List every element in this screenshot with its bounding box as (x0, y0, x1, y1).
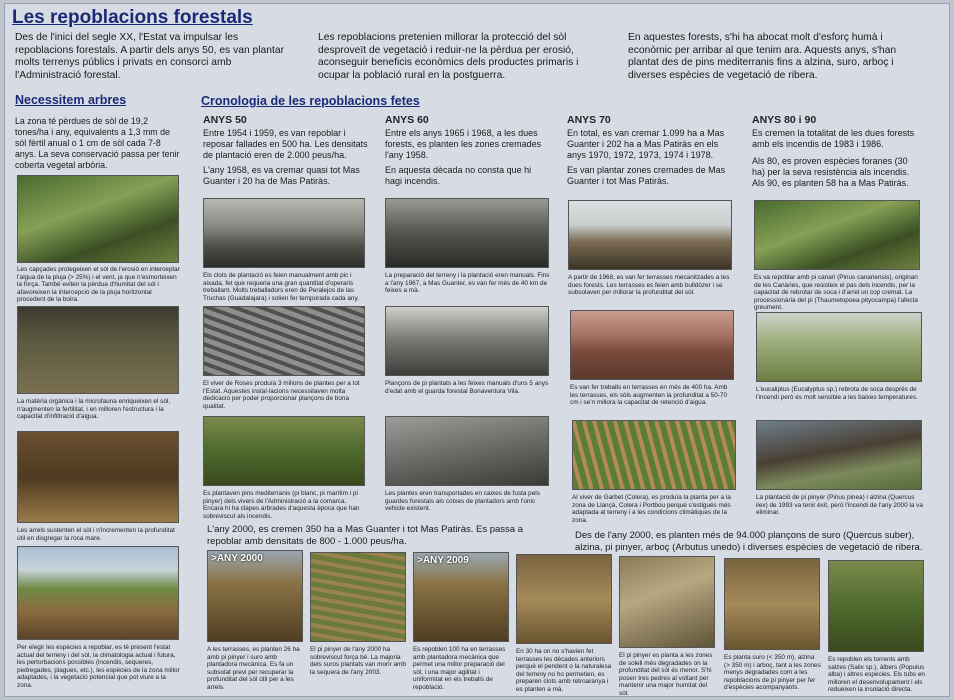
caption-bottom-6: Es planta suro (< 350 m), alzina (> 350 m) i arboç, tant a les zones menys degradades com a les repoblacions de pi pinyer per fer d'espècies acompanyants. (724, 654, 821, 692)
caption-60s-2: Plançons de pi plantats a les feixes manuals d'uns 5 anys d'edat amb el guarda forestal Bonaventura Vila. (385, 380, 549, 395)
photo-nursery-roses (203, 306, 365, 376)
photo-canary-pine (754, 200, 920, 270)
photo-garbet-nursery (572, 420, 736, 490)
bottom-text-2000-fire: L'any 2000, es cremen 350 ha a Mas Guanter i tot Mas Patiràs. Es passa a repoblar amb densitats de 800 - 1.000 peus/ha. (207, 524, 524, 547)
intro-column-3: En aquestes forests, s'hi ha abocat molt d'esforç humà i econòmic per arribar al que tenim ara. Aquests anys, s'han plantat des de pins mediterranis fins a alzina, suro, arboç i diverses espècies de vegetació de ribera. (628, 32, 897, 81)
caption-70s-3: Al viver de Garbet (Colera), es produïa la planta per a la zona de Llançà, Colera i Portbou perquè s'estigués més adaptada al terreny i a les condicions climàtiques de la zona. (572, 494, 731, 524)
photo-landscape (17, 546, 179, 640)
photo-stone-pine-2000 (310, 552, 406, 642)
caption-80s-2: L'eucaliptus (Eucalyptus sp.) rebrota de soca després de l'incendi però és molt sensible a les baixes temperatures. (756, 386, 918, 401)
photo-terraces-hills (570, 310, 734, 380)
caption-50s-1: Els clots de plantació es feien manualment amb pic i aixada, fet que requeria una gran quantitat d'operaris treballant. Molts treballadors eren de Peralejos de las Truchas (Guadalajara) i solien fer temporada cada any. (203, 272, 359, 302)
decade-text-50s: Entre 1954 i 1959, es van repoblar i reposar fallades en 500 ha. Les densitats de plantació eren de 2.000 peus/ha. (203, 128, 368, 160)
photo-plant-transport (385, 416, 549, 486)
year-tag-2000: >ANY 2000 (211, 553, 263, 564)
caption-roots: Les arrels sustenten el sòl i n'incrementen la profunditat útil en disgregar la roca mare. (17, 527, 175, 542)
photo-riparian-tubes (828, 560, 924, 652)
caption-70s-1: A partir de 1968, es van fer terrasses mecanitzades a les dues forests. Les terrasses es feien amb bulldòzer i se subsolaven per millorar la profunditat del sòl. (568, 274, 730, 297)
year-tag-2009: >ANY 2009 (417, 555, 469, 566)
photo-eucalyptus (756, 312, 922, 382)
decade-text2-80s-90s: Als 80, es proven espècies foranes (30 ha) per la seva resistència als incendis. Als 90, es planten 58 ha a Mas Patiràs. (752, 156, 910, 188)
caption-60s-3: Les plantes eren transportades en caixes de fusta pels guardes forestals als cotxes de plantadors amb l'únic vehicle existent. (385, 490, 540, 513)
caption-bottom-3: Es repoblen 100 ha en terrasses amb plantadora mecànica que permet una millor preparació del sòl, i una major agilitat i uniformitat en els treballs de repoblació. (413, 646, 506, 691)
caption-bottom-7: Es repoblen els torrents amb salzes (Salix sp.), àlbers (Populus alba) i altres espècies. Els tubs en milloren el desenvolupament i els redueixen la insolació directa. (828, 656, 925, 694)
caption-50s-2: El viver de Roses produïa 3 milions de plantes per a tot l'Estat. Aquestes instal·lacions necessitaven molta dedicació per poder proporcionar plançons de bona qualitat. (203, 380, 360, 410)
photo-pine-plantation (203, 416, 365, 486)
section-heading-need-trees: Necessitem arbres (15, 93, 127, 107)
photo-stones-around-pine (619, 556, 715, 648)
decade-text-60s: Entre els anys 1965 i 1968, a les dues forests, es planten les zones cremades l'any 1958. (385, 128, 542, 160)
caption-organic-matter: La matèria orgànica i la microfauna enriqueixen el sòl, n'augmenten la fertilitat, i en milloren l'estructura i la capacitat d'infiltració d'aigua. (17, 398, 171, 421)
caption-canopy: Les capçades protegeixen el sòl de l'erosió en interceptar l'aigua de la pluja (> 25%) i el vent, ja que n'esmorteixen la força. També eviten la pèrdua d'humitat del sòl i afavoreixen la intercepció de la pluja horitzontal procedent de la boira. (17, 266, 180, 304)
decade-label-50s: ANYS 50 (203, 114, 247, 126)
photo-terraces-2009 (413, 552, 509, 642)
photo-organic-matter (17, 306, 179, 394)
caption-bottom-2: El pi pinyer de l'any 2000 ha sobreviscut força bé. La majoria dels suros plantats van morir amb la sequera de l'any 2003. (310, 646, 406, 676)
caption-50s-3: Es plantaven pins mediterranis (pi blanc, pi marítim i pi pinyer) dels vivers de l'Administració a la comarca. Encara hi ha clapes arbrades d'aquesta època que han sobreviscut als incendis. (203, 490, 360, 520)
photo-roots (17, 431, 179, 523)
photo-manual-planting (203, 198, 365, 268)
photo-wildfire (756, 420, 922, 490)
left-intro-text: La zona té pèrdues de sòl de 19,2 tones/ha i any, equivalents a 1,3 mm de sòl fèrtil anual o 1 cm de sòl cada 7-8 anys. La seva conservació passa per tenir coberta vegetal arbòria. (15, 116, 180, 170)
photo-cork-oak-planting (724, 558, 820, 650)
decade-label-70s: ANYS 70 (567, 114, 611, 126)
photo-hand-planting (516, 554, 612, 644)
caption-80s-3: La plantació de pi pinyer (Pinus pinea) i alzina (Quercus ilex) de 1993 va tenir èxit, però l'incendi de l'any 2000 la va eliminar. (756, 494, 923, 517)
caption-bottom-4: En 30 ha on no s'havien fet terrasses les dècades anteriors perquè el pendent o la naturalesa del terreny no ho permetien, es preparen clots amb retroaranya i es planten a mà. (516, 648, 612, 693)
section-heading-timeline: Cronologia de les repoblacions fetes (201, 94, 420, 108)
caption-80s-1: Es va repoblar amb pi canari (Pinus canariensis), originari de les Canàries, que resisteix el pas dels incendis, per la capacitat de rebrotar de soca i d'arrel un cop cremat. La processionària del pi (Thaumetopoea pityocampa) l'afecta greument. (754, 274, 918, 312)
photo-terrace-preparation (385, 198, 549, 268)
decade-text2-50s: L'any 1958, es va cremar quasi tot Mas Guanter i 20 ha de Mas Patiràs. (203, 165, 360, 186)
photo-forest-guard (385, 306, 549, 376)
decade-text-80s-90s: Es cremen la totalitat de les dues forests amb els incendis de 1983 i 1986. (752, 128, 915, 149)
decade-label-80s-90s: ANYS 80 i 90 (752, 114, 817, 126)
photo-bulldozer (568, 200, 732, 270)
intro-column-2: Les repoblacions pretenien millorar la protecció del sòl desproveït de vegetació i reduir-ne la pèrdua per erosió, aconseguir beneficis econòmics dels productes primaris i ocupar la població rural en la postguerra. (318, 32, 579, 81)
decade-text2-70s: Es van plantar zones cremades de Mas Guanter i tot Mas Patiràs. (567, 165, 726, 186)
decade-text2-60s: En aquesta dècada no consta que hi hagi incendis. (385, 165, 532, 186)
photo-tree-canopy (17, 175, 179, 263)
caption-bottom-5: El pi pinyer es planta a les zones de solell més degradades on la profunditat del sòl és menor. S'hi posen tres pedres al voltant per mantenir una major humitat del sòl. (619, 652, 713, 697)
caption-bottom-1: A les terrasses, es planten 26 ha amb pi pinyer i suro amb plantadora mecànica. Es fa un subsolat previ per recuperar la profunditat del sòl útil per a les arrels. (207, 646, 300, 691)
caption-70s-2: Es van fer treballs en terrasses en més de 400 ha. Amb les terrasses, els sòls augmenten la profunditat a 50-70 cm i se'n millora la capacitat de retenció d'aigua. (570, 384, 728, 407)
bottom-text-since-2000: Des de l'any 2000, es planten més de 94.000 plançons de suro (Quercus suber), alzina, pi pinyer, arboç (Arbutus unedo) i diverses espècies de vegetació de ribera. (575, 530, 923, 553)
decade-text-70s: En total, es van cremar 1.099 ha a Mas Guanter i 202 ha a Mas Patiràs en els anys 1970, 1972, 1973, 1974 i 1978. (567, 128, 725, 160)
caption-60s-1: La preparació del terreny i la plantació eren manuals. Fins a l'any 1967, a Mas Guanter, es van fer més de 40 km de feixes a mà. (385, 272, 550, 295)
photo-planting-machine (207, 550, 303, 642)
decade-label-60s: ANYS 60 (385, 114, 429, 126)
intro-column-1: Des de l'inici del segle XX, l'Estat va impulsar les repoblacions forestals. A partir dels anys 50, es van plantar molts terrenys públics i privats en consorci amb l'Administració forestal. (15, 32, 285, 81)
caption-species-choice: Per elegir les espècies a repoblar, es té present l'estat actual del terreny i del sòl, la climatologia actual i futura, les pertorbacions possibles (incendis, sequeres, pedregades, plagues, etc.), les espècies de la zona millor adaptades, i la vegetació potencial que pot viure a la zona. (17, 644, 180, 689)
page-title: Les repoblacions forestals (12, 7, 253, 28)
